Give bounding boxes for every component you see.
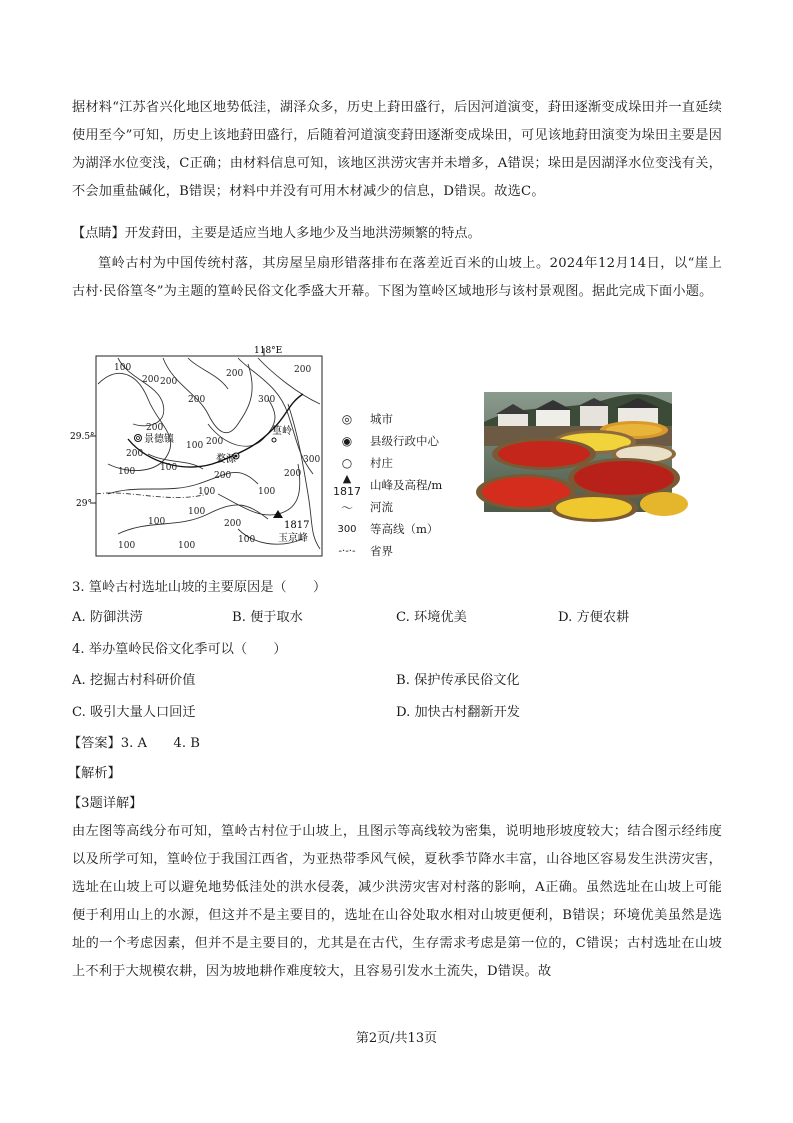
- figure: [70, 344, 678, 566]
- legend-row-village: [332, 452, 472, 474]
- legend-row-river: [332, 496, 472, 518]
- detail-tag: 【3题详解】: [68, 796, 143, 811]
- contour-label: 200: [142, 375, 160, 385]
- place-jingdezhen: 景德镇: [144, 434, 174, 445]
- contour-label: 100: [258, 487, 276, 497]
- paragraph-1: 据材料“江苏省兴化地区地势低洼，湖泽众多，历史上葑田盛行，后因河道演变，葑田逐渐变成垛田并一直延续使用至今”可知，历史上该地葑田盛行，后随着河道演变葑田逐渐变成垛田，可见该地葑田演变为垛田主要是因为湖泽水位变浅，C正确；由材料信息可知，该地区洪涝灾害并未增多，A错误；垛田是因湖泽水位变浅有关，不会加重盐碱化，B错误；材料中并没有可用木材减少的信息，D错误。故选C。: [72, 100, 722, 199]
- legend-row-county: [332, 430, 472, 452]
- place-huangling: 篁岭: [272, 426, 292, 437]
- contour-label: 100: [118, 541, 136, 551]
- question-4-stem: 4. 举办篁岭民俗文化季可以（ ）: [72, 642, 287, 657]
- contour-label: 100: [148, 517, 166, 527]
- q4-option-b: B. 保护传承民俗文化: [396, 673, 520, 688]
- contour-label: 100: [238, 535, 256, 545]
- peak-height: 1817: [284, 520, 310, 531]
- county-center-icon: ◉: [341, 434, 353, 448]
- village-icon: ○: [341, 456, 353, 470]
- legend-label: 省界: [370, 544, 393, 558]
- contour-label: 200: [188, 395, 206, 405]
- answer-text: 3. A 4. B: [120, 736, 200, 751]
- contour-label: 100: [160, 463, 178, 473]
- q4-option-d: D. 加快古村翻新开发: [396, 705, 520, 720]
- dianjing-line: [72, 222, 481, 241]
- detail-paragraph: 由左图等高线分布可知，篁岭古村位于山坡上，且图示等高线较为密集，说明地形坡度较大；结合图示经纬度以及所学可知，篁岭位于我国江西省，为亚热带季风气候，夏秋季节降水丰富，山谷地区容易发生洪涝灾害，选址在山坡上可以避免地势低洼处的洪水侵袭，减少洪涝灾害对村落的影响，A正确。虽然选址在山坡上可能便于利用山上的水源，但这并不是主要目的，选址在山谷处取水相对山坡更便利，B错误；环境优美虽然是选址的一个考虑因素，但并不是主要目的，尤其是在古代，生存需求考虑是第一位的，C错误；古村选址在山坡上不利于大规模农耕，因为坡地耕作难度较大，且容易引发水土流失，D错误。故: [72, 824, 722, 979]
- analysis-tag: 【解析】: [68, 766, 121, 781]
- contour-label: 100: [186, 441, 204, 451]
- contour-label: 200: [146, 423, 164, 433]
- contour-label: 200: [214, 471, 232, 481]
- contour-label: 200: [206, 437, 224, 447]
- q3-option-d: D. 方便农耕: [558, 610, 630, 625]
- legend-label: 等高线（m）: [370, 522, 439, 536]
- answer-tag: 【答案】: [68, 736, 121, 751]
- legend-label: 城市: [370, 412, 393, 426]
- village-scene-photo: [484, 392, 672, 512]
- legend-row-peak: [332, 474, 472, 496]
- huangling-village-icon: [272, 438, 276, 442]
- answer-line: [68, 732, 200, 751]
- contour-icon: 300: [337, 523, 357, 535]
- contour-label: 200: [284, 469, 302, 479]
- peak-icon: ▲ 1817: [333, 472, 361, 498]
- contour-label: 100: [118, 467, 136, 477]
- q3-option-a: A. 防御洪涝: [72, 610, 143, 625]
- lat-label-29-5: 29.5°: [70, 432, 95, 442]
- contour-label: 200: [126, 449, 144, 459]
- q4-option-c: C. 吸引大量人口回迁: [72, 705, 196, 720]
- contour-label: 200: [294, 365, 312, 375]
- question-3-stem: 3. 篁岭古村选址山坡的主要原因是（ ）: [72, 580, 327, 595]
- jingdezhen-city-icon: [135, 435, 142, 442]
- city-icon: ◎: [341, 412, 353, 426]
- q3-option-b: B. 便于取水: [232, 610, 303, 625]
- contour-label: 200: [224, 519, 242, 529]
- place-yujingfeng: 玉京峰: [278, 533, 308, 544]
- lon-label: 118°E: [254, 346, 283, 356]
- legend-label: 村庄: [370, 456, 393, 470]
- legend-label: 山峰及高程/m: [370, 478, 443, 492]
- contour-label: 100: [178, 541, 196, 551]
- contour-label: 100: [188, 507, 206, 517]
- province-boundary-icon: -·-·-: [338, 545, 356, 557]
- dianjing-text: 开发葑田，主要是适应当地人多地少及当地洪涝频繁的特点。: [124, 226, 481, 241]
- contour-label: 100: [198, 487, 216, 497]
- contour-label: 100: [114, 363, 132, 373]
- legend-row-boundary: [332, 540, 472, 562]
- q4-option-a: A. 挖掘古村科研价值: [72, 673, 196, 688]
- intro-paragraph: 篁岭古村为中国传统村落，其房屋呈扇形错落排布在落差近百米的山坡上。2024年12月14日，以“崖上古村·民俗篁冬”为主题的篁岭民俗文化季盛大开幕。下图为篁岭区域地形与该村景观图。据此完成下面小题。: [72, 256, 722, 299]
- legend-row-city: [332, 408, 472, 430]
- q3-option-c: C. 环境优美: [396, 610, 467, 625]
- legend-label: 县级行政中心: [370, 434, 439, 448]
- lat-label-29: 29°: [76, 499, 92, 509]
- page-footer: 第2页/共13页: [355, 1031, 438, 1046]
- dianjing-tag: 【点睛】: [72, 226, 125, 241]
- map-legend: [332, 408, 472, 562]
- contour-label: 300: [303, 455, 321, 465]
- contour-label: 300: [258, 395, 276, 405]
- river-icon: 〜: [340, 500, 353, 515]
- contour-label: 200: [226, 369, 244, 379]
- legend-label: 河流: [370, 500, 393, 514]
- contour-label: 200: [160, 377, 178, 387]
- place-wuyuan: 婺源: [216, 454, 236, 465]
- legend-row-contour: [332, 518, 472, 540]
- terrain-map: [70, 344, 328, 566]
